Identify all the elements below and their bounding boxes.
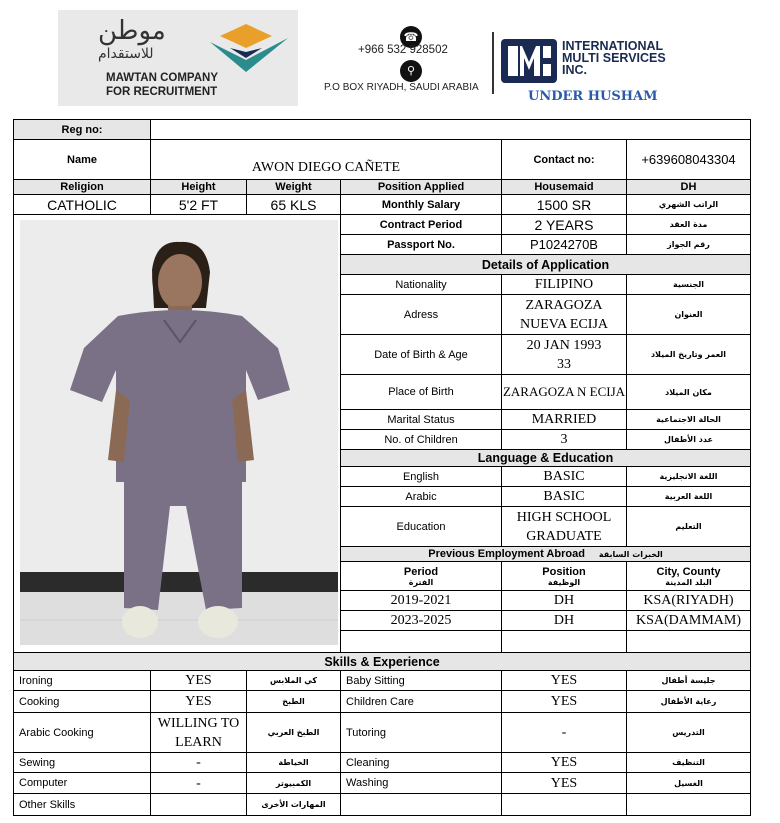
skill-arabic: الكمبيوتر: [247, 773, 341, 794]
dob-age-label: Date of Birth & Age: [341, 335, 502, 375]
skill-arabic: الطبخ: [247, 691, 341, 713]
employment-empty-cell: [502, 631, 627, 653]
monthly-salary-arabic: الراتب الشهري: [627, 195, 751, 215]
employment-empty-cell: [627, 631, 751, 653]
children-value: 3: [502, 430, 627, 450]
phone-icon: ☎: [400, 26, 422, 48]
monthly-salary-value: 1500 SR: [502, 195, 627, 215]
place-of-birth-value: ZARAGOZA N ECIJA: [502, 375, 627, 410]
contract-period-arabic: مدة العقد: [627, 215, 751, 235]
weight-label: Weight: [247, 180, 341, 195]
education-label: Education: [341, 507, 502, 547]
location-pin-icon: ⚲: [400, 60, 422, 82]
dob-value: 20 JAN 1993: [526, 337, 602, 353]
skill-value: [502, 794, 627, 816]
address-label: Adress: [341, 295, 502, 335]
previous-employment-header: [341, 547, 751, 562]
skill-label: Children Care: [341, 691, 502, 713]
arabic-label: Arabic: [341, 487, 502, 507]
previous-employment-title: Previous Employment Abroad: [428, 548, 585, 560]
contact-number: +639608043304: [627, 140, 751, 180]
children-label: No. of Children: [341, 430, 502, 450]
employment-position: DH: [502, 591, 627, 611]
skill-label: Cleaning: [341, 753, 502, 773]
skill-value: YES: [151, 671, 247, 691]
nationality-value: FILIPINO: [502, 275, 627, 295]
skill-value: WILLING TO LEARN: [151, 713, 247, 753]
mawtan-logo-mark-icon: [208, 18, 294, 78]
applicant-name: AWON DIEGO CAÑETE: [151, 140, 502, 180]
skill-label: Cooking: [14, 691, 151, 713]
employment-empty-cell: [341, 631, 502, 653]
contact-label: Contact no:: [502, 140, 627, 180]
religion-value: CATHOLIC: [14, 195, 151, 215]
period-column-header: Period الفترة: [341, 562, 502, 591]
skill-arabic: كي الملابس: [247, 671, 341, 691]
previous-employment-title-arabic: الخبرات السابقة: [598, 549, 663, 559]
marital-status-label: Marital Status: [341, 410, 502, 430]
place-of-birth-label: Place of Birth: [341, 375, 502, 410]
skill-value: YES: [502, 671, 627, 691]
language-education-header: Language & Education: [341, 450, 751, 467]
height-value: 5'2 FT: [151, 195, 247, 215]
marital-status-value: MARRIED: [502, 410, 627, 430]
ims-logo-icon: [500, 38, 558, 84]
place-of-birth-arabic: مكان الميلاد: [627, 375, 751, 410]
arabic-arabic: اللغة العربية: [627, 487, 751, 507]
employment-period: 2023-2025: [341, 611, 502, 631]
english-arabic: اللغة الانجليزية: [627, 467, 751, 487]
height-label: Height: [151, 180, 247, 195]
skill-arabic: التدريس: [627, 713, 751, 753]
skill-label: Ironing: [14, 671, 151, 691]
skill-label: Arabic Cooking: [14, 713, 151, 753]
employment-city: KSA(RIYADH): [627, 591, 751, 611]
employment-position: DH: [502, 611, 627, 631]
skill-value: YES: [151, 691, 247, 713]
reg-no-value: [151, 120, 751, 140]
employment-period: 2019-2021: [341, 591, 502, 611]
company-address: P.O BOX RIYADH, SAUDI ARABIA: [324, 82, 479, 93]
mawtan-company-name: MAWTAN COMPANY FOR RECRUITMENT: [106, 72, 219, 98]
skill-arabic: [627, 794, 751, 816]
address-arabic: العنوان: [627, 295, 751, 335]
skill-arabic: الطبخ العربي: [247, 713, 341, 753]
skill-arabic: الخياطة: [247, 753, 341, 773]
skill-label: Other Skills: [14, 794, 151, 816]
skill-label: Baby Sitting: [341, 671, 502, 691]
passport-value: P1024270B: [502, 235, 627, 255]
header-divider: [492, 32, 494, 94]
religion-label: Religion: [14, 180, 151, 195]
skill-arabic: التنظيف: [627, 753, 751, 773]
skill-label: Sewing: [14, 753, 151, 773]
applicant-photo: [20, 220, 338, 645]
mawtan-arabic-subtitle: للاستقدام: [98, 46, 154, 62]
weight-value: 65 KLS: [247, 195, 341, 215]
passport-label: Passport No.: [341, 235, 502, 255]
city-column-header: City, County البلد المدينة: [627, 562, 751, 591]
address-value: ZARAGOZA NUEVA ECIJA: [502, 295, 627, 335]
contract-period-value: 2 YEARS: [502, 215, 627, 235]
skill-value: YES: [502, 691, 627, 713]
under-husham-label: UNDER HUSHAM: [528, 89, 658, 104]
skill-value: -: [151, 773, 247, 794]
position-applied-label: Position Applied: [341, 180, 502, 195]
nationality-label: Nationality: [341, 275, 502, 295]
skill-label: Washing: [341, 773, 502, 794]
details-of-application-header: Details of Application: [341, 255, 751, 275]
company-phone: +966 532 928502: [358, 44, 448, 56]
position-column-header: Position الوظيفة: [502, 562, 627, 591]
age-value: 33: [557, 356, 571, 372]
children-arabic: عدد الأطفال: [627, 430, 751, 450]
letterhead: [58, 10, 694, 106]
skill-value: -: [502, 713, 627, 753]
skill-value: YES: [502, 773, 627, 794]
english-label: English: [341, 467, 502, 487]
monthly-salary-label: Monthly Salary: [341, 195, 502, 215]
dob-age-value: [502, 335, 627, 375]
mawtan-arabic-logo: موطن: [98, 16, 166, 46]
reg-no-label: Reg no:: [14, 120, 151, 140]
skill-arabic: المهارات الأخرى: [247, 794, 341, 816]
skill-value: -: [151, 753, 247, 773]
skills-experience-header: Skills & Experience: [14, 653, 751, 671]
skill-label: [341, 794, 502, 816]
education-value: HIGH SCHOOL GRADUATE: [502, 507, 627, 547]
contract-period-label: Contract Period: [341, 215, 502, 235]
ims-company-name: INTERNATIONAL MULTI SERVICES INC.: [562, 39, 666, 77]
skill-label: Tutoring: [341, 713, 502, 753]
dob-age-arabic: العمر وتاريخ الميلاد: [627, 335, 751, 375]
skill-label: Computer: [14, 773, 151, 794]
skill-arabic: جليسة أطفال: [627, 671, 751, 691]
skill-arabic: الغسيل: [627, 773, 751, 794]
name-label: Name: [14, 140, 151, 180]
skill-arabic: رعاية الأطفال: [627, 691, 751, 713]
position-value: Housemaid: [502, 180, 627, 195]
education-arabic: التعليم: [627, 507, 751, 547]
skill-value: [151, 794, 247, 816]
arabic-value: BASIC: [502, 487, 627, 507]
passport-arabic: رقم الجواز: [627, 235, 751, 255]
employment-city: KSA(DAMMAM): [627, 611, 751, 631]
skill-value: YES: [502, 753, 627, 773]
nationality-arabic: الجنسية: [627, 275, 751, 295]
marital-status-arabic: الحالة الاجتماعية: [627, 410, 751, 430]
english-value: BASIC: [502, 467, 627, 487]
position-code: DH: [627, 180, 751, 195]
